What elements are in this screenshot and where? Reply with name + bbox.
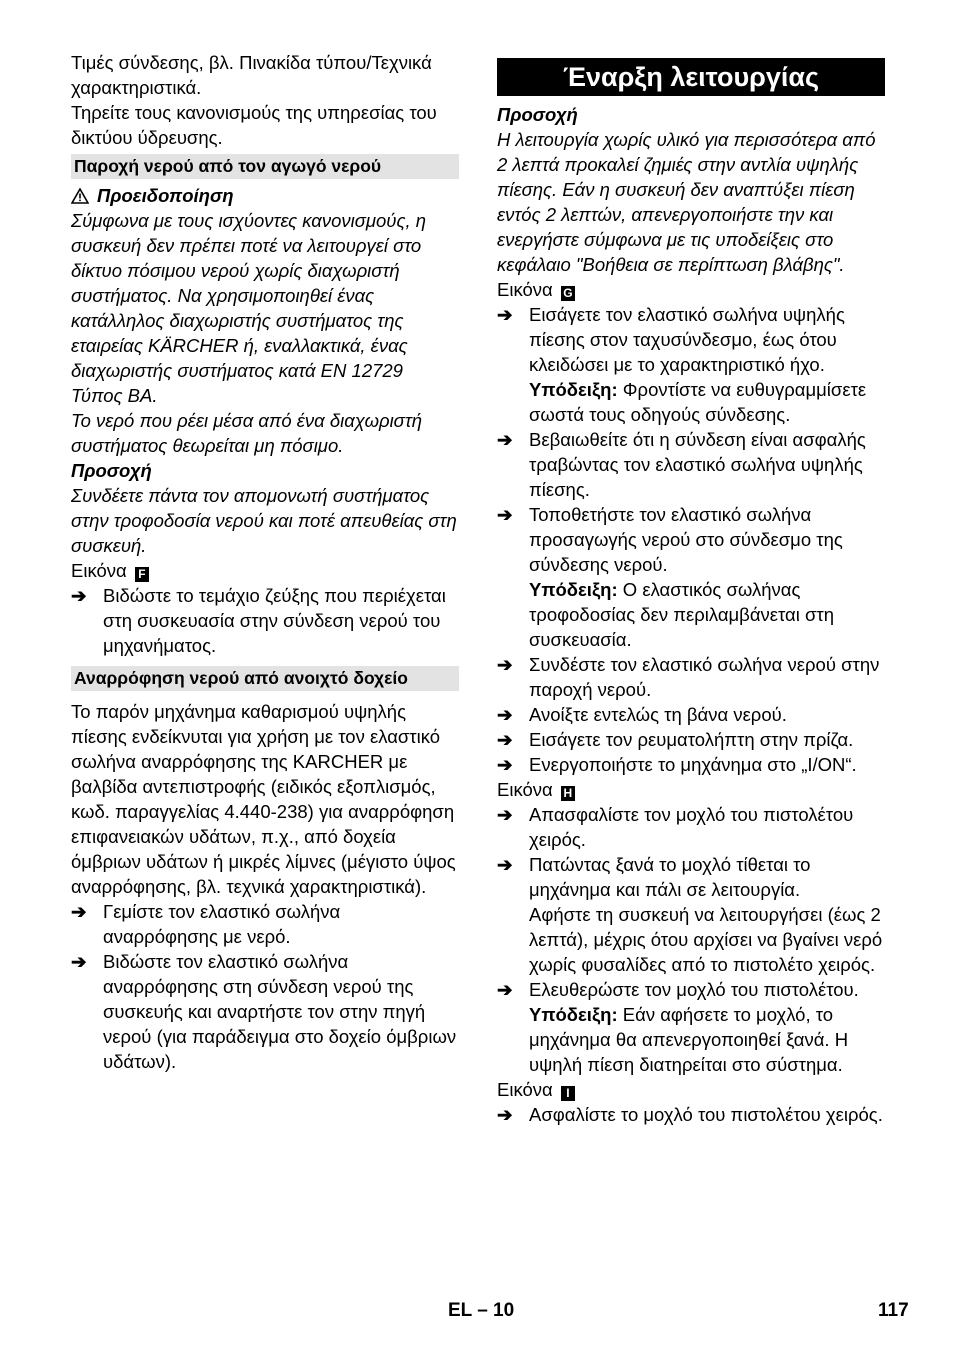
- list-item-text: Βεβαιωθείτε ότι η σύνδεση είναι ασφαλής τραβώντας τον ελαστικό σωλήνα υψηλής πίεσης.: [529, 429, 866, 500]
- list-item: [497, 802, 885, 852]
- arrow-right-icon: ➔: [497, 1104, 513, 1125]
- warning-title: Προειδοποίηση: [97, 185, 234, 206]
- caution-title: Προσοχή: [497, 104, 578, 125]
- note-text: Εάν αφήσετε το μοχλό, το μηχάνημα θα απενεργοποιηθεί ξανά. Η υψηλή πίεση διατηρείται στο σύστημα.: [529, 1004, 849, 1075]
- list-item-text: Βιδώστε το τεμάχιο ζεύξης που περιέχεται στη συσκευασία στην σύνδεση νερού του μηχανήματος.: [103, 585, 446, 656]
- list-item-text: Ανοίξτε εντελώς τη βάνα νερού.: [529, 704, 787, 725]
- page-title: Έναρξη λειτουργίας: [497, 58, 885, 96]
- figure-reference-i: [497, 1077, 885, 1102]
- caution-text: Συνδέετε πάντα τον απομονωτή συστήματος στην τροφοδοσία νερού και ποτέ απευθείας στη συσκευή.: [71, 485, 457, 556]
- list-item-text: Ελευθερώστε τον μοχλό του πιστολέτου.: [529, 979, 859, 1000]
- right-column: [497, 50, 885, 1127]
- list-item: [497, 302, 885, 427]
- arrow-right-icon: ➔: [497, 304, 513, 325]
- list-item: [497, 727, 885, 752]
- intro-water-regulations: Τηρείτε τους κανονισμούς της υπηρεσίας του δικτύου ύδρευσης.: [71, 102, 437, 148]
- list-item-extra-text: Αφήστε τη συσκευή να λειτουργήσει (έως 2 λεπτά), μέχρις ότου αρχίσει να βγαίνει νερό χωρίς φυσαλίδες από το πιστολέτο χειρός.: [529, 904, 883, 975]
- figure-badge-i: I: [561, 1086, 575, 1101]
- figure-badge-g: G: [561, 286, 575, 301]
- list-item-text: Ασφαλίστε το μοχλό του πιστολέτου χειρός.: [529, 1104, 883, 1125]
- list-item-text: Γεμίστε τον ελαστικό σωλήνα αναρρόφησης με νερό.: [103, 901, 341, 947]
- section-title-water-supply: Παροχή νερού από τον αγωγό νερού: [71, 154, 459, 179]
- figure-label: Εικόνα: [497, 1079, 553, 1100]
- list-item: [71, 583, 459, 658]
- list-item: [71, 949, 459, 1074]
- list-item: [497, 977, 885, 1077]
- note-label: Υπόδειξη:: [529, 379, 618, 400]
- figure-reference-g: [497, 277, 885, 302]
- arrow-right-icon: ➔: [497, 979, 513, 1000]
- arrow-right-icon: ➔: [497, 429, 513, 450]
- list-item: [497, 652, 885, 702]
- list-item-text: Απασφαλίστε τον μοχλό του πιστολέτου χειρός.: [529, 804, 854, 850]
- list-item-text: Τοποθετήστε τον ελαστικό σωλήνα προσαγωγής νερού στο σύνδεσμο της σύνδεσης νερού.: [529, 504, 843, 575]
- arrow-right-icon: ➔: [71, 951, 87, 972]
- arrow-right-icon: ➔: [71, 901, 87, 922]
- list-item: [497, 852, 885, 977]
- list-item: [497, 427, 885, 502]
- section-title-suction: Αναρρόφηση νερού από ανοιχτό δοχείο: [71, 666, 459, 691]
- figure-reference-h: [497, 777, 885, 802]
- note-text: Ο ελαστικός σωλήνας τροφοδοσίας δεν περιλαμβάνεται στη συσκευασία.: [529, 579, 835, 650]
- arrow-right-icon: ➔: [497, 704, 513, 725]
- list-item-text: Ενεργοποιήστε το μηχάνημα στο „I/ON“.: [529, 754, 857, 775]
- list-item-text: Πατώντας ξανά το μοχλό τίθεται το μηχάνημα και πάλι σε λειτουργία.: [529, 854, 811, 900]
- arrow-right-icon: ➔: [497, 854, 513, 875]
- suction-description: Το παρόν μηχάνημα καθαρισμού υψηλής πίεσης ενδείκνυται για χρήση με τον ελαστικό σωλήνα αναρρόφησης της KARCHER με βαλβίδα αντεπιστροφής (ειδικός εξοπλισμός, κωδ. παραγγελίας 4.440-238) για αναρρόφηση επιφανειακών υδάτων, π.χ., από δοχεία όμβριων υδάτων ή μικρές λίμνες (μέγιστο ύψος αναρρόφησης, βλ. τεχνικά χαρακτηριστικά).: [71, 701, 456, 897]
- footer-page-number: 117: [878, 1300, 909, 1321]
- arrow-right-icon: ➔: [497, 729, 513, 750]
- arrow-right-icon: ➔: [497, 504, 513, 525]
- caution-text: Η λειτουργία χωρίς υλικό για περισσότερα από 2 λεπτά προκαλεί ζημιές στην αντλία υψηλής πίεσης. Εάν η συσκευή δεν αναπτύξει πίεση εντός 2 λεπτών, απενεργοποιήστε την και ενεργήστε σύμφωνα με τις υποδείξεις στο κεφάλαιο "Βοήθεια σε περίπτωση βλάβης".: [497, 129, 876, 275]
- caution-title: Προσοχή: [71, 460, 152, 481]
- figure-label: Εικόνα: [71, 560, 127, 581]
- list-item: [497, 752, 885, 777]
- warning-heading: [71, 183, 459, 208]
- list-item-text: Συνδέστε τον ελαστικό σωλήνα νερού στην παροχή νερού.: [529, 654, 880, 700]
- note-label: Υπόδειξη:: [529, 579, 618, 600]
- figure-badge-f: F: [135, 567, 149, 582]
- arrow-right-icon: ➔: [497, 654, 513, 675]
- list-item-text: Εισάγετε τον ελαστικό σωλήνα υψηλής πίεσης στον ταχυσύνδεσμο, έως ότου κλειδώσει με το χαρακτηριστικό ήχο.: [529, 304, 845, 375]
- list-item-text: Εισάγετε τον ρευματολήπτη στην πρίζα.: [529, 729, 854, 750]
- intro-connection-values: Τιμές σύνδεσης, βλ. Πινακίδα τύπου/Τεχνικά χαρακτηριστικά.: [71, 52, 432, 98]
- list-item: [497, 502, 885, 652]
- figure-reference-f: [71, 558, 459, 583]
- warning-text-nonpotable: Το νερό που ρέει μέσα από ένα διαχωριστή συστήματος θεωρείται μη πόσιμο.: [71, 410, 423, 456]
- arrow-right-icon: ➔: [497, 804, 513, 825]
- list-item: [71, 899, 459, 949]
- list-item: [497, 1102, 885, 1127]
- figure-label: Εικόνα: [497, 779, 553, 800]
- note-text: Φροντίστε να ευθυγραμμίσετε σωστά τους οδηγούς σύνδεσης.: [529, 379, 867, 425]
- arrow-right-icon: ➔: [497, 754, 513, 775]
- footer-language-page: EL – 10: [448, 1300, 515, 1321]
- figure-badge-h: H: [561, 786, 575, 801]
- list-item-text: Βιδώστε τον ελαστικό σωλήνα αναρρόφησης στη σύνδεση νερού της συσκευής και αναρτήστε τον στην πηγή νερού (για παράδειγμα στο δοχείο όμβριων υδάτων).: [103, 951, 457, 1072]
- left-column: [71, 50, 459, 1074]
- warning-text: Σύμφωνα με τους ισχύοντες κανονισμούς, η συσκευή δεν πρέπει ποτέ να λειτουργεί στο δίκτυο πόσιμου νερού χωρίς διαχωριστή συστήματος. Να χρησιμοποιηθεί ένας κατάλληλος διαχωριστής συστήματος της εταιρείας KÄRCHER ή, εναλλακτικά, ένας διαχωριστής συστήματος κατά EN 12729 Τύπος BA.: [71, 210, 427, 406]
- figure-label: Εικόνα: [497, 279, 553, 300]
- list-item: [497, 702, 885, 727]
- arrow-right-icon: ➔: [71, 585, 87, 606]
- warning-triangle-icon: [71, 188, 89, 204]
- note-label: Υπόδειξη:: [529, 1004, 618, 1025]
